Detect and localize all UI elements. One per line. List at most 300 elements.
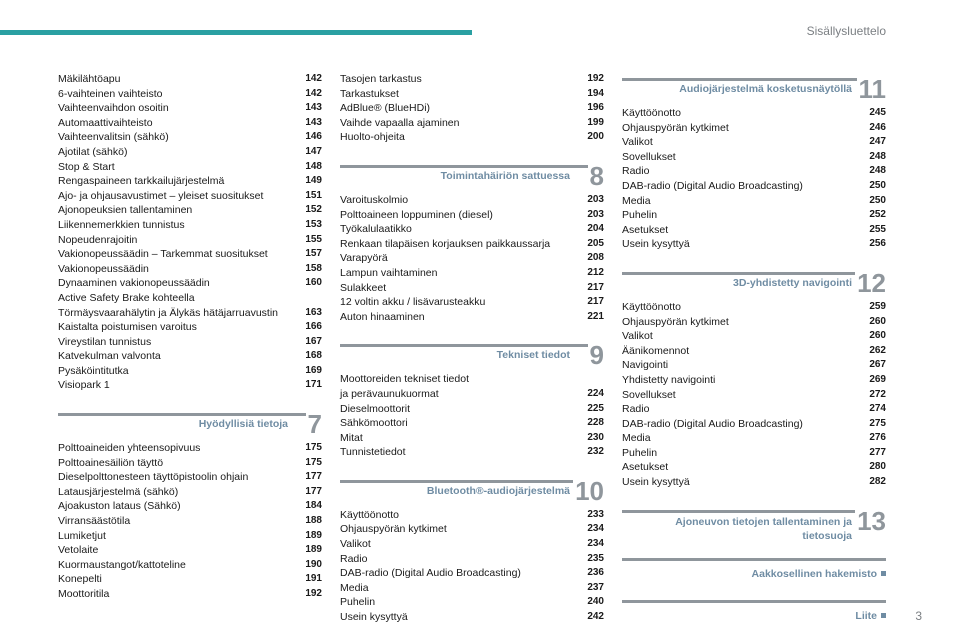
toc-entry-title[interactable]: Tasojen tarkastus [340,73,422,85]
toc-entry[interactable] [622,475,886,490]
toc-entry-page: 225 [587,402,604,414]
toc-entry-title[interactable]: Vaihde vapaalla ajaminen [340,116,460,129]
toc-entry[interactable] [58,233,322,248]
page-number: 3 [915,609,922,623]
toc-entry-page: 260 [869,315,886,327]
toc-entry[interactable] [622,402,886,417]
toc-entry[interactable] [622,460,886,475]
toc-entry-title[interactable]: Renkaan tilapäisen korjauksen paikkaussarja [340,237,551,250]
toc-entry[interactable] [340,508,604,523]
toc-entry-page: 191 [305,573,322,585]
toc-entry[interactable] [622,194,886,209]
toc-entry-title[interactable]: Varapyörä [340,252,388,265]
toc-entry-page: 205 [587,237,604,249]
toc-entry-page: 237 [587,581,604,593]
toc-entry[interactable] [340,595,604,610]
toc-entry[interactable] [58,456,322,471]
section-header-9 [340,338,604,370]
section-number: 10 [575,475,604,506]
toc-entry-page: 184 [305,500,322,512]
toc-entry[interactable] [622,344,886,359]
toc-list [58,441,322,602]
toc-entry-title[interactable]: Latausjärjestelmä (sähkö) [58,485,179,498]
toc-entry[interactable] [340,445,604,460]
section-number: 7 [307,409,322,440]
toc-entry[interactable] [58,116,322,131]
toc-entry[interactable] [340,295,604,310]
index-label[interactable]: Aakkosellinen hakemisto [751,567,877,580]
toc-entry-title[interactable]: Liikennemerkkien tunnistus [58,218,185,231]
toc-entry-title[interactable]: Tarkastukset [340,87,399,100]
toc-entry-page: 280 [869,461,886,473]
toc-entry[interactable] [622,373,886,388]
section-header-10 [340,474,604,506]
toc-entry-title[interactable]: Usein kysyttyä [622,238,690,251]
toc-entry-title[interactable]: Ohjauspyörän kytkimet [622,121,729,134]
toc-entry-page: 189 [305,544,322,556]
toc-entry-title[interactable]: Valikot [340,538,371,551]
toc-entry-page: 269 [869,373,886,385]
toc-entry[interactable] [58,291,322,306]
toc-entry-page: 149 [305,175,322,187]
toc-entry[interactable] [340,251,604,266]
toc-entry[interactable] [622,446,886,461]
toc-entry-title[interactable]: Työkalulaatikko [340,223,412,236]
toc-entry[interactable] [58,130,322,145]
toc-entry[interactable] [58,101,322,116]
toc-entry-title[interactable]: Active Safety Brake kohteella [58,291,195,304]
toc-entry-page: 167 [305,335,322,347]
toc-entry-title[interactable]: Ajoakuston lataus (Sähkö) [58,500,181,513]
toc-entry-page: 143 [305,102,322,114]
toc-entry[interactable] [58,262,322,277]
toc-entry[interactable] [58,543,322,558]
toc-entry-title[interactable]: Dieselpolttonesteen täyttöpistoolin ohjain [58,471,249,484]
toc-entry-page: 199 [587,116,604,128]
toc-entry-title[interactable]: Navigointi [622,359,669,372]
toc-entry[interactable] [58,276,322,291]
toc-entry-title[interactable]: Virransäästötila [58,515,131,528]
toc-entry-page: 153 [305,218,322,230]
liite-section [622,600,886,632]
toc-entry-title[interactable]: Visiopark 1 [58,379,110,392]
toc-entry[interactable] [58,335,322,350]
toc-entry[interactable] [340,222,604,237]
square-bullet-icon [881,571,886,576]
toc-entry-title[interactable]: Vaihteenvaihdon osoitin [58,102,169,115]
toc-entry-page: 217 [587,296,604,308]
toc-entry[interactable] [58,529,322,544]
toc-entry[interactable] [340,87,604,102]
toc-entry-title[interactable]: ja perävaunukuormat [340,387,439,400]
toc-entry[interactable] [622,358,886,373]
toc-list [340,508,604,625]
toc-entry-title[interactable]: Kaistalta poistumisen varoitus [58,321,197,334]
toc-entry[interactable] [340,581,604,596]
toc-entry-title[interactable]: Valikot [622,330,653,343]
toc-entry-title[interactable]: Polttoainesäiliön täyttö [58,456,164,469]
toc-entry[interactable] [58,485,322,500]
toc-entry-title[interactable]: Vaihteenvalitsin (sähkö) [58,131,169,144]
toc-entry-page: 157 [305,248,322,260]
section-number: 13 [857,505,886,536]
toc-entry[interactable] [340,566,604,581]
toc-entry-title[interactable]: Sulakkeet [340,281,387,294]
section-rule [622,78,886,81]
toc-entry[interactable] [340,116,604,131]
toc-entry-title[interactable]: Käyttöönotto [340,508,399,521]
toc-entry-page: 255 [869,223,886,235]
toc-entry-title[interactable]: Asetukset [622,461,669,474]
toc-entry-title[interactable]: Vireystilan tunnistus [58,335,152,348]
toc-entry-page: 248 [869,150,886,162]
section-rule [622,600,886,603]
toc-entry-title[interactable]: AdBlue® (BlueHDi) [340,102,431,115]
toc-entry-page: 262 [869,344,886,356]
toc-entry-page: 142 [305,87,322,99]
toc-entry[interactable] [58,364,322,379]
toc-entry-title[interactable]: Vetolaite [58,544,99,557]
toc-entry-page: 200 [587,131,604,143]
toc-entry-title[interactable]: Dynaaminen vakionopeussäädin [58,277,210,290]
toc-entry[interactable] [622,237,886,252]
toc-entry-title[interactable]: Polttoaineen loppuminen (diesel) [340,208,493,221]
toc-entry-title[interactable]: Sähkömoottori [340,417,408,430]
toc-entry-page: 177 [305,485,322,497]
toc-entry-page: 188 [305,515,322,527]
toc-entry[interactable] [58,306,322,321]
toc-entry[interactable] [622,179,886,194]
toc-entry-page: 274 [869,403,886,415]
toc-entry-page: 171 [305,379,322,391]
toc-entry-title[interactable]: Radio [340,552,368,565]
toc-entry[interactable] [58,320,322,335]
toc-entry-page: 160 [305,277,322,289]
toc-entry[interactable] [58,499,322,514]
toc-entry[interactable] [340,193,604,208]
toc-list [58,72,322,393]
toc-entry-title[interactable]: Usein kysyttyä [622,476,690,489]
toc-entry-page: 242 [587,611,604,623]
toc-entry-title[interactable]: DAB-radio (Digital Audio Broadcasting) [340,567,521,580]
toc-entry-title[interactable]: Stop & Start [58,160,115,173]
toc-entry[interactable] [340,310,604,325]
toc-entry-page: 146 [305,131,322,143]
toc-entry-title[interactable]: Konepelti [58,573,102,586]
toc-entry-page: 245 [869,107,886,118]
toc-entry-title[interactable]: Käyttöönotto [622,107,681,119]
toc-entry-page: 204 [587,223,604,235]
toc-entry[interactable] [340,610,604,625]
toc-entry[interactable] [622,106,886,121]
toc-entry-page: 158 [305,262,322,274]
section-header-7 [58,407,322,439]
toc-entry-page: 175 [305,456,322,468]
toc-entry-title[interactable]: Ajotilat (sähkö) [58,145,128,158]
toc-entry-page: 175 [305,442,322,454]
toc-entry-title[interactable]: Ajonopeuksien tallentaminen [58,204,193,217]
section-number: 8 [589,160,604,191]
toc-entry-title[interactable]: Dieselmoottorit [340,402,411,415]
toc-entry-page: 234 [587,538,604,550]
toc-entry[interactable] [58,174,322,189]
toc-entry[interactable] [340,237,604,252]
toc-entry-page: 277 [869,446,886,458]
toc-entry[interactable] [58,203,322,218]
toc-entry[interactable] [58,72,322,87]
section-number: 12 [857,267,886,298]
toc-entry-page: 192 [587,73,604,84]
toc-entry[interactable] [340,372,604,387]
toc-entry-page: 196 [587,102,604,114]
toc-entry[interactable] [58,189,322,204]
toc-entry-title[interactable]: Radio [622,165,650,178]
toc-entry-page: 282 [869,476,886,488]
toc-entry-page: 190 [305,558,322,570]
section-header-8 [340,159,604,191]
section-rule [340,165,604,168]
toc-entry-page: 212 [587,266,604,278]
toc-entry[interactable] [340,402,604,417]
toc-entry-page: 250 [869,179,886,191]
toc-entry-page: 142 [305,73,322,84]
toc-entry[interactable] [622,315,886,330]
toc-entry-page: 259 [869,300,886,312]
section-header-11 [622,72,886,104]
toc-entry[interactable] [58,87,322,102]
toc-entry[interactable] [622,135,886,150]
toc-entry-title[interactable]: Katvekulman valvonta [58,350,161,363]
section-number: 11 [858,74,886,104]
toc-entry-page: 155 [305,233,322,245]
toc-entry-page: 272 [869,388,886,400]
toc-entry-page: 267 [869,359,886,371]
toc-entry-page: 240 [587,596,604,608]
toc-entry[interactable] [622,329,886,344]
toc-entry-page: 217 [587,281,604,293]
toc-entry-page: 166 [305,321,322,333]
toc-entry-page: 203 [587,193,604,205]
toc-entry-page: 236 [587,567,604,579]
toc-entry[interactable] [58,441,322,456]
toc-entry-title[interactable]: 12 voltin akku / lisävarusteakku [340,296,486,309]
section-title[interactable]: Hyödyllisiä tietoja [198,418,288,431]
toc-entry-page: 194 [587,87,604,99]
square-bullet-icon [881,613,886,618]
section-title[interactable]: Ajoneuvon tietojen tallentaminen ja tietosuoja [675,515,852,542]
toc-entry-page: 169 [305,364,322,376]
toc-list [622,300,886,490]
toc-entry-page: 235 [587,552,604,564]
section-rule [622,510,886,513]
toc-entry-title[interactable]: Puhelin [622,209,658,222]
toc-entry-title[interactable]: Polttoaineiden yhteensopivuus [58,442,201,455]
toc-entry-page: 168 [305,350,322,362]
toc-entry-page: 275 [869,417,886,429]
toc-entry[interactable] [622,150,886,165]
toc-entry-title[interactable]: Moottoritila [58,588,110,600]
toc-entry[interactable] [58,572,322,587]
toc-entry[interactable] [622,388,886,403]
toc-entry[interactable] [58,470,322,485]
toc-entry[interactable] [340,431,604,446]
toc-entry-title[interactable]: Nopeudenrajoitin [58,233,138,246]
toc-entry-page: 228 [587,417,604,429]
toc-entry[interactable] [622,300,886,315]
toc-entry[interactable] [340,387,604,402]
toc-entry[interactable] [58,558,322,573]
toc-entry-title[interactable]: Moottoreiden tekniset tiedot [340,373,469,386]
toc-entry-page: 208 [587,252,604,264]
toc-entry-title[interactable]: Automaattivaihteisto [58,116,153,129]
section-rule [340,480,604,483]
toc-entry-title[interactable]: Usein kysyttyä [340,611,408,624]
section-rule [58,413,322,416]
toc-entry[interactable] [340,208,604,223]
toc-entry-title[interactable]: Valikot [622,136,653,149]
section-title[interactable]: Bluetooth®-audiojärjestelmä [426,484,570,497]
toc-column-1 [58,72,322,602]
toc-entry[interactable] [58,587,322,602]
toc-entry-page: 203 [587,208,604,220]
toc-entry[interactable] [340,416,604,431]
toc-entry-title[interactable]: Vakionopeussäädin – Tarkemmat suositukset [58,248,268,261]
toc-entry-title[interactable]: Käyttöönotto [622,300,681,313]
toc-entry-page: 143 [305,116,322,128]
toc-entry-title[interactable]: Media [622,194,651,207]
toc-entry-title[interactable]: Lumiketjut [58,529,106,542]
toc-entry-title[interactable]: Törmäysvaarahälytin ja Älykäs hätäjarruavustin [58,306,279,319]
section-number: 9 [589,340,604,371]
toc-entry[interactable] [622,164,886,179]
toc-list [340,372,604,460]
section-title[interactable]: 3D-yhdistetty navigointi [732,276,852,289]
toc-entry[interactable] [58,247,322,262]
section-header-12 [622,266,886,298]
toc-entry[interactable] [340,101,604,116]
toc-entry-title[interactable]: Pysäköintitutka [58,364,129,377]
toc-entry-title[interactable]: Huolto-ohjeita [340,131,405,144]
liite-link[interactable] [855,610,886,622]
toc-entry-title[interactable]: Puhelin [340,596,376,609]
toc-entry-page: 276 [869,432,886,444]
toc-column-2 [340,72,604,625]
toc-entry-title[interactable]: Kuormaustangot/kattoteline [58,558,186,571]
toc-entry-title[interactable]: Äänikomennot [622,344,690,357]
toc-entry[interactable] [622,431,886,446]
toc-entry[interactable] [58,514,322,529]
toc-entry-page: 148 [305,160,322,172]
toc-entry-page: 234 [587,523,604,535]
toc-entry[interactable] [340,552,604,567]
toc-entry-title[interactable]: Sovellukset [622,150,676,163]
section-title[interactable]: Audiojärjestelmä kosketusnäytöllä [679,83,852,95]
toc-entry-title[interactable]: Mäkilähtöapu [58,73,121,85]
toc-entry[interactable] [340,522,604,537]
toc-entry-page: 177 [305,471,322,483]
toc-entry-page: 189 [305,529,322,541]
toc-entry-title[interactable]: 6-vaihteinen vaihteisto [58,87,163,100]
section-rule [622,272,886,275]
toc-entry[interactable] [58,218,322,233]
toc-entry-title[interactable]: Radio [622,403,650,416]
section-rule [340,344,604,347]
toc-entry-title[interactable]: Media [622,432,651,445]
toc-entry-title[interactable]: Puhelin [622,446,658,459]
toc-entry-title[interactable]: Lampun vaihtaminen [340,266,438,279]
header-accent-bar [0,30,472,35]
toc-entry-page: 232 [587,446,604,458]
toc-entry-title[interactable]: Mitat [340,431,363,444]
section-title[interactable]: Tekniset tiedot [496,349,570,362]
toc-entry-title[interactable]: Auton hinaaminen [340,310,425,323]
toc-entry-page: 221 [587,310,604,322]
section-rule [622,558,886,561]
toc-column-3 [622,72,886,632]
toc-list [622,106,886,252]
toc-entry-page: 233 [587,508,604,520]
toc-entry-title[interactable]: Media [340,581,369,594]
toc-entry[interactable] [622,121,886,136]
toc-list [340,72,604,145]
toc-entry-title[interactable]: DAB-radio (Digital Audio Broadcasting) [622,417,803,430]
section-title[interactable]: Toimintahäiriön sattuessa [440,169,570,182]
page-header-title: Sisällysluettelo [806,24,886,38]
toc-entry-title[interactable]: Asetukset [622,223,669,236]
toc-entry-title[interactable]: Varoituskolmio [340,193,409,206]
toc-entry-title[interactable]: Ohjauspyörän kytkimet [340,523,447,536]
index-link[interactable] [752,568,886,580]
toc-list [340,193,604,324]
toc-entry-title[interactable]: Tunnistetiedot [340,446,406,459]
toc-entry-title[interactable]: Vakionopeussäädin [58,262,149,275]
toc-entry-page: 224 [587,387,604,399]
toc-entry[interactable] [340,130,604,145]
toc-entry-page: 192 [305,588,322,599]
toc-entry-page: 260 [869,330,886,342]
toc-entry[interactable] [58,160,322,175]
toc-entry[interactable] [340,72,604,87]
toc-entry[interactable] [622,208,886,223]
toc-entry-page: 252 [869,209,886,221]
toc-entry-page: 256 [869,238,886,250]
toc-entry[interactable] [58,145,322,160]
toc-entry[interactable] [340,537,604,552]
toc-entry[interactable] [58,349,322,364]
section-header-13 [622,504,886,548]
toc-entry-title[interactable]: Rengaspaineen tarkkailujärjestelmä [58,175,225,188]
toc-entry-page: 151 [305,189,322,201]
liite-label[interactable]: Liite [855,609,877,622]
toc-entry-title[interactable]: Yhdistetty navigointi [622,373,716,386]
toc-entry-page: 248 [869,165,886,177]
toc-entry-title[interactable]: Sovellukset [622,388,676,401]
toc-entry-page: 163 [305,306,322,318]
toc-entry-title[interactable]: Ajo- ja ohjausavustimet – yleiset suositukset [58,189,264,202]
toc-entry-title[interactable]: Ohjauspyörän kytkimet [622,315,729,328]
toc-entry[interactable] [58,378,322,393]
toc-entry-page: 247 [869,136,886,148]
toc-entry[interactable] [340,281,604,296]
toc-entry[interactable] [622,417,886,432]
toc-entry-page: 147 [305,145,322,157]
toc-entry-title[interactable]: DAB-radio (Digital Audio Broadcasting) [622,179,803,192]
toc-entry[interactable] [340,266,604,281]
toc-entry[interactable] [622,223,886,238]
toc-entry-page: 230 [587,431,604,443]
toc-entry-page: 246 [869,121,886,133]
toc-entry-page: 152 [305,204,322,216]
